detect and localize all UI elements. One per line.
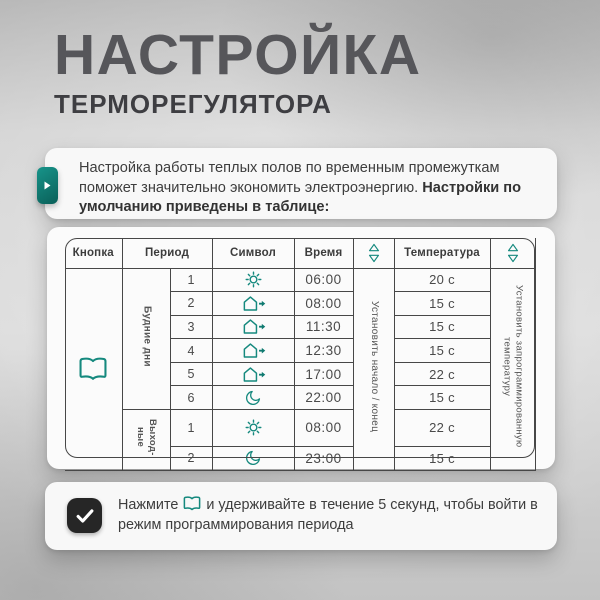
temp-cell: 22 c <box>394 410 490 446</box>
temp-cell: 15 c <box>394 446 490 470</box>
header-period: Период <box>122 238 212 268</box>
side-label-set-temp: Установить запрограммированную температуру <box>501 285 525 448</box>
time-cell: 23:00 <box>294 446 353 470</box>
symbol-cell <box>212 292 294 316</box>
open-book-icon <box>75 355 111 383</box>
symbol-cell <box>212 410 294 446</box>
footer-text <box>118 495 548 536</box>
time-cell: 12:30 <box>294 339 353 363</box>
table-row <box>65 268 535 292</box>
home-arrow-icon <box>240 317 266 336</box>
temp-cell: 22 c <box>394 362 490 386</box>
group-weekend-cell <box>122 410 170 470</box>
schedule-table-card <box>47 227 555 469</box>
period-number: 3 <box>170 315 212 339</box>
checkmark-icon <box>74 505 96 527</box>
header-temperature: Температура <box>394 238 490 268</box>
title-line1: НАСТРОЙКА <box>54 23 422 87</box>
table-header-row <box>65 238 535 268</box>
period-number: 4 <box>170 339 212 363</box>
header-temp-adjust <box>490 238 535 268</box>
sun-icon <box>244 418 263 437</box>
page-title <box>54 23 422 120</box>
open-book-icon <box>181 495 203 512</box>
intro-text <box>79 159 545 218</box>
home-arrow-icon <box>240 341 266 360</box>
symbol-cell <box>212 362 294 386</box>
symbol-cell <box>212 339 294 363</box>
symbol-cell <box>212 315 294 339</box>
time-cell: 08:00 <box>294 292 353 316</box>
period-number: 1 <box>170 410 212 446</box>
intro-card <box>45 148 557 219</box>
play-icon <box>44 181 51 190</box>
group-weekend-label: Выход-ные <box>135 418 158 456</box>
checkbox-badge <box>67 498 102 533</box>
symbol-cell <box>212 268 294 292</box>
side-label-start-end: Установить начало / конец <box>368 300 380 433</box>
time-cell: 17:00 <box>294 362 353 386</box>
time-cell: 08:00 <box>294 410 353 446</box>
intro-accent-tab <box>37 167 58 204</box>
period-number: 1 <box>170 268 212 292</box>
intro-text-bold: Настройки по умолчанию приведены в таблице: <box>79 179 522 216</box>
period-number: 5 <box>170 362 212 386</box>
temp-cell: 15 c <box>394 292 490 316</box>
home-arrow-icon <box>240 294 266 313</box>
header-time-adjust <box>353 238 394 268</box>
up-down-arrows-icon <box>368 243 380 263</box>
sun-icon <box>244 270 263 289</box>
home-arrow-icon <box>240 365 266 384</box>
schedule-table <box>65 238 535 466</box>
temp-cell: 15 c <box>394 339 490 363</box>
period-number: 6 <box>170 386 212 410</box>
header-time: Время <box>294 238 353 268</box>
button-cell <box>65 268 122 470</box>
symbol-cell <box>212 446 294 470</box>
side-label-start-end-cell <box>353 268 394 470</box>
time-cell: 22:00 <box>294 386 353 410</box>
moon-icon <box>244 389 262 407</box>
side-label-set-temp-cell <box>490 268 535 470</box>
group-weekdays-label: Будние дни <box>141 305 153 367</box>
group-weekdays-cell <box>122 268 170 410</box>
title-line2: ТЕРМОРЕГУЛЯТОРА <box>54 88 332 119</box>
time-cell: 11:30 <box>294 315 353 339</box>
temp-cell: 15 c <box>394 386 490 410</box>
period-number: 2 <box>170 292 212 316</box>
footer-text-after: и удерживайте в течение 5 секунд, чтобы войти в режим программирования периода <box>118 497 538 533</box>
temp-cell: 20 c <box>394 268 490 292</box>
intro-text-regular: Настройка работы теплых полов по временным промежуткам поможет значительно экономить электроэнергию. <box>79 160 500 196</box>
temp-cell: 15 c <box>394 315 490 339</box>
table-row <box>65 410 535 446</box>
header-symbol: Символ <box>212 238 294 268</box>
symbol-cell <box>212 386 294 410</box>
time-cell: 06:00 <box>294 268 353 292</box>
period-number: 2 <box>170 446 212 470</box>
header-button: Кнопка <box>65 238 122 268</box>
up-down-arrows-icon <box>507 243 519 263</box>
footer-card <box>45 482 557 550</box>
moon-icon <box>244 449 262 467</box>
footer-text-before: Нажмите <box>118 497 179 513</box>
